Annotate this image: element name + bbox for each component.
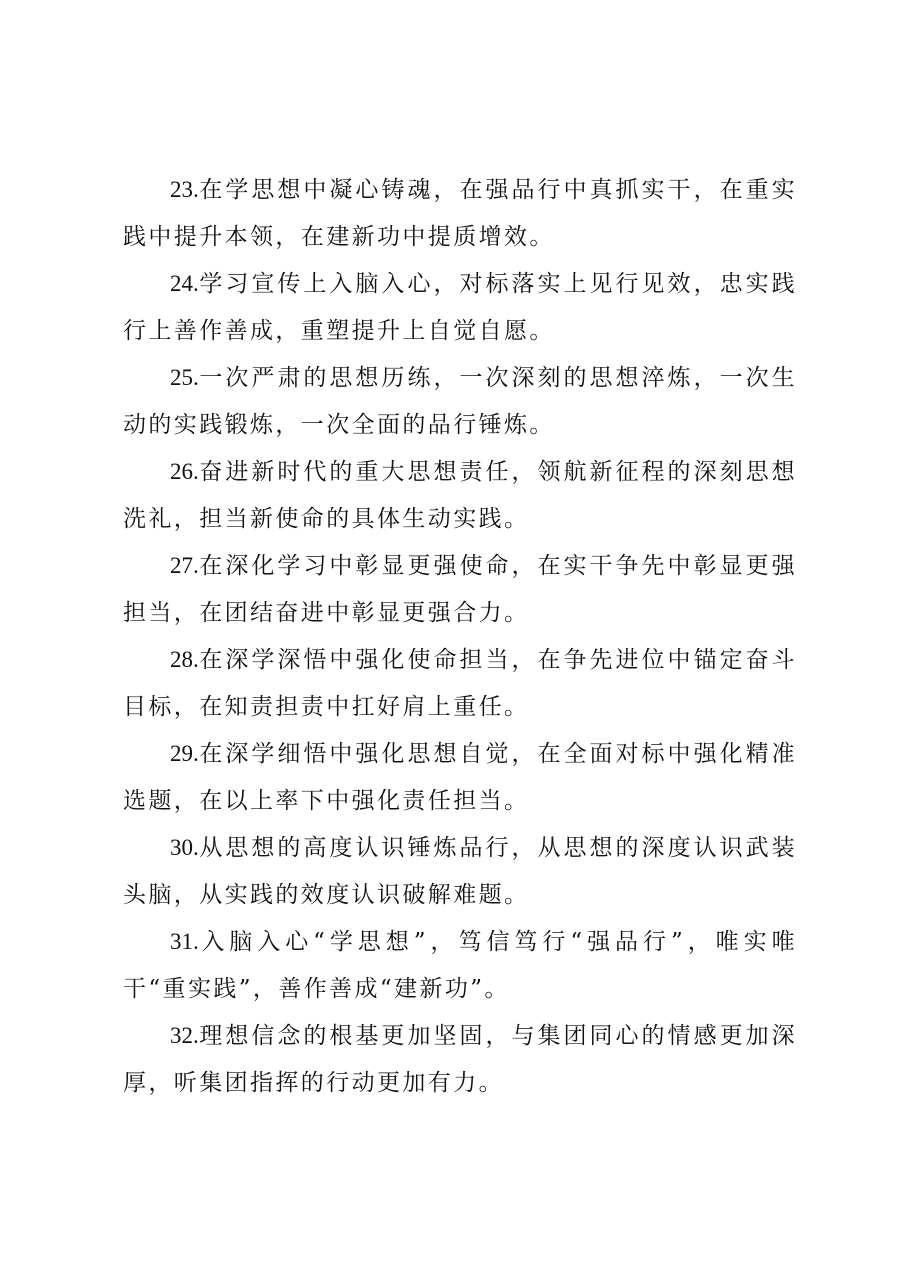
list-item bbox=[123, 730, 797, 824]
item-text: 一次严肃的思想历练，一次深刻的思想淬炼，一次生动的实践锻炼，一次全面的品行锤炼。 bbox=[123, 365, 797, 438]
item-number: 27. bbox=[170, 553, 199, 578]
item-number: 24. bbox=[170, 271, 199, 296]
list-item bbox=[123, 636, 797, 730]
item-text: 在深学细悟中强化思想自觉，在全面对标中强化精准选题，在以上率下中强化责任担当。 bbox=[123, 741, 797, 814]
item-number: 23. bbox=[170, 177, 199, 202]
item-number: 25. bbox=[170, 365, 199, 390]
list-item bbox=[123, 354, 797, 448]
item-text: 入脑入心“学思想”，笃信笃行“强品行”，唯实唯干“重实践”，善作善成“建新功”。 bbox=[123, 929, 797, 1002]
document-body bbox=[123, 166, 797, 1106]
item-text: 在学思想中凝心铸魂，在强品行中真抓实干，在重实践中提升本领，在建新功中提质增效。 bbox=[123, 177, 797, 250]
item-text: 在深学深悟中强化使命担当，在争先进位中锚定奋斗目标，在知责担责中扛好肩上重任。 bbox=[123, 647, 797, 720]
item-text: 从思想的高度认识锤炼品行，从思想的深度认识武装头脑，从实践的效度认识破解难题。 bbox=[123, 835, 797, 908]
list-item bbox=[123, 542, 797, 636]
item-number: 26. bbox=[170, 459, 199, 484]
item-text: 在深化学习中彰显更强使命，在实干争先中彰显更强担当，在团结奋进中彰显更强合力。 bbox=[123, 553, 797, 626]
item-number: 31. bbox=[170, 929, 199, 954]
list-item bbox=[123, 260, 797, 354]
item-text: 奋进新时代的重大思想责任，领航新征程的深刻思想洗礼，担当新使命的具体生动实践。 bbox=[123, 459, 797, 532]
list-item bbox=[123, 1012, 797, 1106]
list-item bbox=[123, 166, 797, 260]
item-number: 32. bbox=[170, 1023, 199, 1048]
list-item bbox=[123, 824, 797, 918]
item-number: 28. bbox=[170, 647, 199, 672]
item-number: 29. bbox=[170, 741, 199, 766]
item-text: 理想信念的根基更加坚固，与集团同心的情感更加深厚，听集团指挥的行动更加有力。 bbox=[123, 1023, 797, 1096]
item-number: 30. bbox=[170, 835, 199, 860]
item-text: 学习宣传上入脑入心，对标落实上见行见效，忠实践行上善作善成，重塑提升上自觉自愿。 bbox=[123, 271, 797, 344]
list-item bbox=[123, 918, 797, 1012]
list-item bbox=[123, 448, 797, 542]
